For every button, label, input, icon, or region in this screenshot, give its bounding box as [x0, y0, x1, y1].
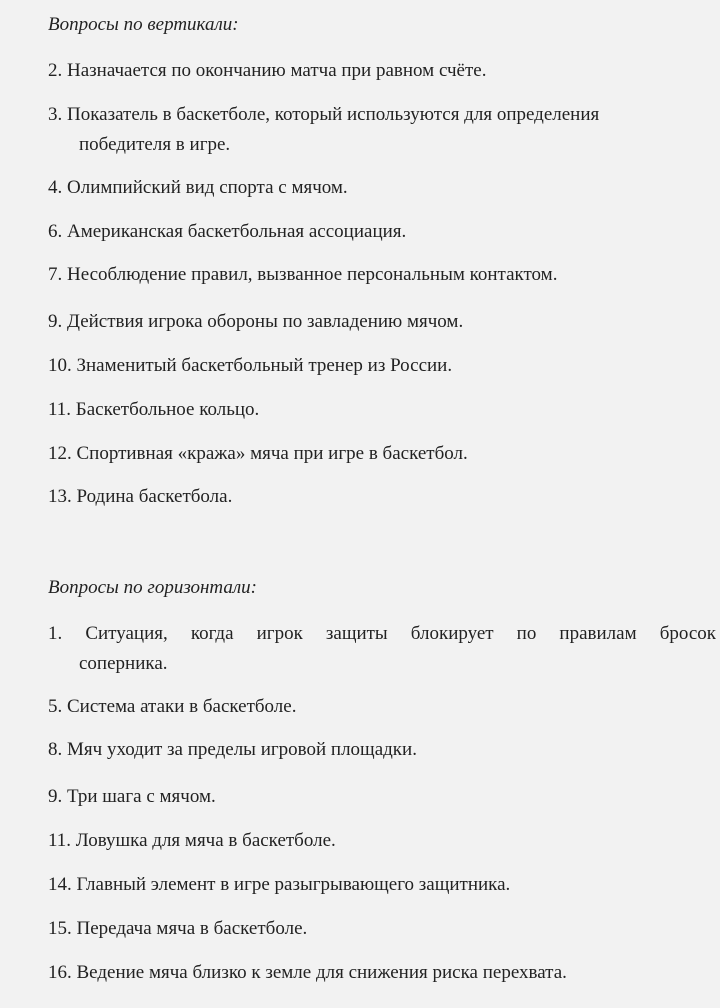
question-text: 3. Показатель в баскетболе, который используются для определения	[48, 104, 600, 125]
list-item	[48, 692, 296, 722]
list-item	[48, 870, 510, 900]
question-text: 8. Мяч уходит за пределы игровой площадки.	[48, 739, 417, 760]
list-item	[48, 482, 232, 512]
question-text: 15. Передача мяча в баскетболе.	[48, 918, 308, 939]
list-item	[48, 439, 468, 469]
question-text: 2. Назначается по окончанию матча при равном счёте.	[48, 60, 487, 81]
question-continuation: победителя в игре.	[79, 134, 231, 155]
list-item	[48, 100, 599, 160]
list-item	[48, 914, 307, 944]
question-text: 14. Главный элемент в игре разыгрывающего защитника.	[48, 874, 511, 895]
question-continuation: соперника.	[79, 653, 168, 674]
list-item	[48, 260, 557, 290]
list-item	[48, 173, 348, 203]
question-text: 11. Баскетбольное кольцо.	[48, 399, 260, 420]
horizontal-heading: Вопросы по горизонтали:	[48, 577, 257, 598]
question-text: 9. Три шага с мячом.	[48, 786, 216, 807]
list-item	[48, 735, 417, 765]
list-item	[48, 619, 716, 679]
question-text: 4. Олимпийский вид спорта с мячом.	[48, 177, 348, 198]
question-text: 11. Ловушка для мяча в баскетболе.	[48, 830, 336, 851]
question-text: 5. Система атаки в баскетболе.	[48, 696, 297, 717]
list-item	[48, 351, 452, 381]
list-item	[48, 958, 567, 988]
question-text: 7. Несоблюдение правил, вызванное персональным контактом.	[48, 264, 558, 285]
question-text: 1. Ситуация, когда игрок защиты блокирует по правилам бросок	[48, 623, 716, 644]
question-text: 16. Ведение мяча близко к земле для снижения риска перехвата.	[48, 962, 567, 983]
list-item	[48, 217, 406, 247]
question-text: 12. Спортивная «кража» мяча при игре в баскетбол.	[48, 443, 468, 464]
list-item	[48, 56, 486, 86]
question-text: 9. Действия игрока обороны по завладению мячом.	[48, 311, 464, 332]
list-item	[48, 307, 463, 337]
question-text: 13. Родина баскетбола.	[48, 486, 233, 507]
vertical-heading: Вопросы по вертикали:	[48, 14, 239, 35]
list-item	[48, 782, 216, 812]
question-text: 6. Американская баскетбольная ассоциация.	[48, 221, 407, 242]
list-item	[48, 395, 259, 425]
question-text: 10. Знаменитый баскетбольный тренер из России.	[48, 355, 453, 376]
list-item	[48, 826, 336, 856]
